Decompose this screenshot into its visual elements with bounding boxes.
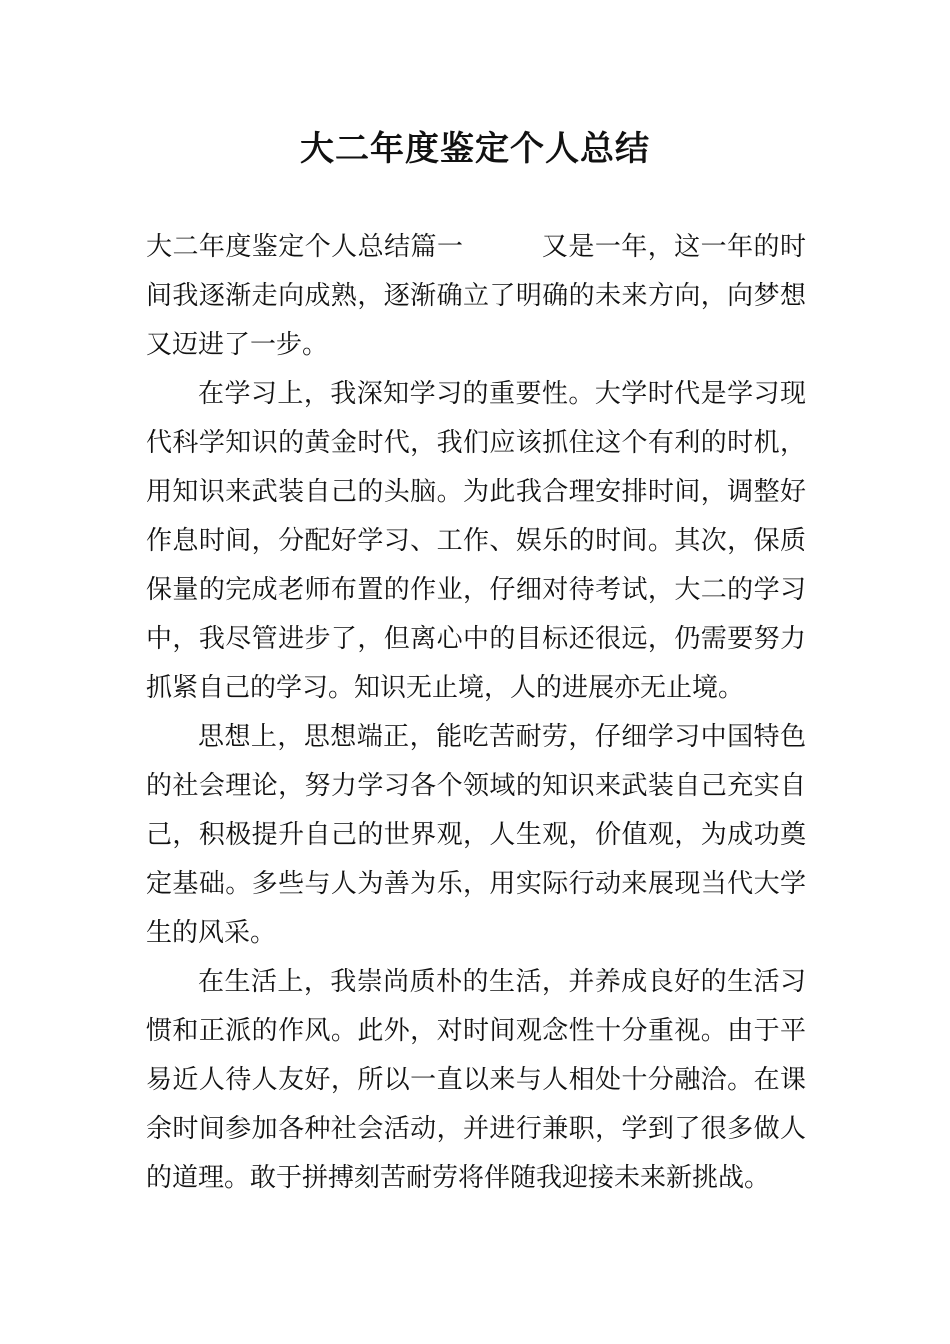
intro-heading: 大二年度鉴定个人总结篇一 <box>146 232 464 262</box>
document-body <box>146 223 806 1203</box>
paragraph-thought: 思想上，思想端正，能吃苦耐劳，仔细学习中国特色的社会理论，努力学习各个领域的知识来武装自己充实自己，积极提升自己的世界观，人生观，价值观，为成功奠定基础。多些与人为善为乐，用实际行动来展现当代大学生的风采。 <box>146 722 806 948</box>
intro-text: 又是一年，这一年的时间我逐渐走向成熟，逐渐确立了明确的未来方向，向梦想又迈进了一步。 <box>146 232 806 360</box>
paragraph-life: 在生活上，我崇尚质朴的生活，并养成良好的生活习惯和正派的作风。此外，对时间观念性十分重视。由于平易近人待人友好，所以一直以来与人相处十分融洽。在课余时间参加各种社会活动，并进行兼职，学到了很多做人的道理。敢于拼搏刻苦耐劳将伴随我迎接未来新挑战。 <box>146 967 806 1193</box>
intro-paragraph <box>146 223 806 370</box>
document-title: 大二年度鉴定个人总结 <box>300 129 650 169</box>
paragraph-study: 在学习上，我深知学习的重要性。大学时代是学习现代科学知识的黄金时代，我们应该抓住这个有利的时机，用知识来武装自己的头脑。为此我合理安排时间，调整好作息时间，分配好学习、工作、娱乐的时间。其次，保质保量的完成老师布置的作业，仔细对待考试，大二的学习中，我尽管进步了，但离心中的目标还很远，仍需要努力抓紧自己的学习。知识无止境，人的进展亦无止境。 <box>146 379 806 703</box>
